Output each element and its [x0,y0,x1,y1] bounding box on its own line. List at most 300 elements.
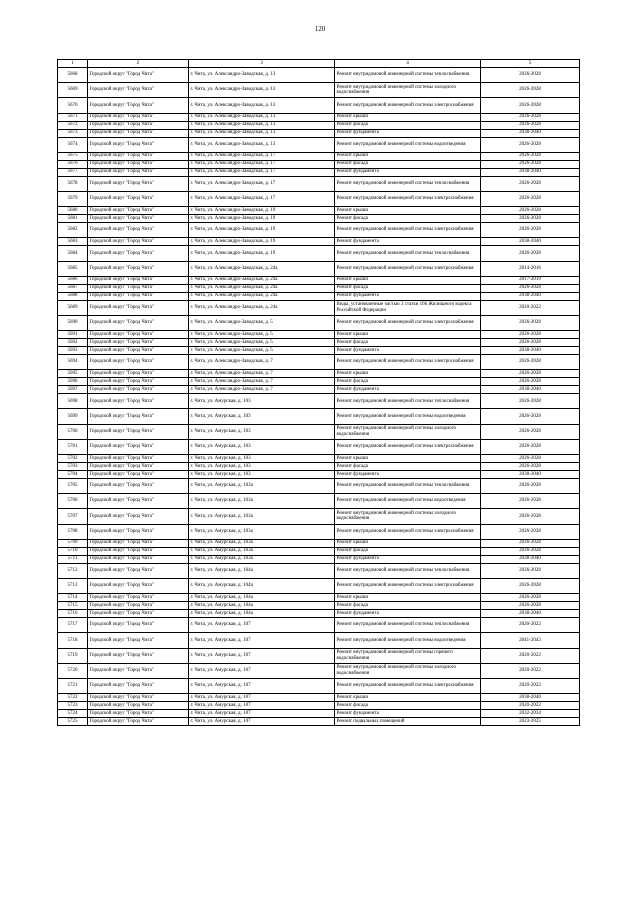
period-cell: 2026-2028 [481,215,580,223]
address-cell: г. Чита, ул. Александро-Заводская, д. 5 [189,315,335,330]
address-cell: г. Чита, ул. Амурская, д. 107 [189,702,335,710]
address-cell: г. Чита, ул. Амурская, д. 103а [189,547,335,555]
address-cell: г. Чита, ул. Амурская, д. 107 [189,663,335,678]
work-type-cell: Ремонт внутридомовой инженерной системы электроснабжения [335,524,481,539]
row-number-cell: 5698 [58,394,88,409]
row-number-cell: 5722 [58,694,88,702]
period-cell: 2020-2022 [481,300,580,315]
work-type-cell: Ремонт внутридомовой инженерной системы холодного водоснабжения [335,509,481,524]
row-number-cell: 5724 [58,710,88,718]
column-header: 2 [88,60,189,68]
work-type-cell: Ремонт внутридомовой инженерной системы теплоснабжения [335,394,481,409]
municipality-cell: Городской округ "Город Чита" [88,160,189,168]
address-cell: г. Чита, ул. Александро-Заводская, д. 17 [189,168,335,176]
work-type-cell: Виды, установленные частью 3 статьи 166 Жилищного кодекса Российской Федерации [335,300,481,315]
period-cell: 2020-2022 [481,648,580,663]
municipality-cell: Городской округ "Город Чита" [88,300,189,315]
work-type-cell: Ремонт внутридомовой инженерной системы электроснабжения [335,315,481,330]
period-cell: 2026-2028 [481,339,580,347]
period-cell: 2014-2016 [481,261,580,276]
table-row [58,176,580,191]
address-cell: г. Чита, ул. Александро-Заводская, д. 13 [189,121,335,129]
row-number-cell: 5692 [58,339,88,347]
table-row [58,223,580,238]
period-cell: 2026-2028 [481,152,580,160]
table-row [58,246,580,261]
address-cell: г. Чита, ул. Амурская, д. 103 [189,463,335,471]
period-cell: 2026-2028 [481,331,580,339]
table-row [58,113,580,121]
table-row [58,555,580,563]
period-cell: 2026-2028 [481,68,580,83]
row-number-cell: 5672 [58,121,88,129]
table-row [58,439,580,454]
table-row [58,152,580,160]
work-type-cell: Ремонт крыши [335,539,481,547]
municipality-cell: Городской округ "Город Чита" [88,347,189,355]
row-number-cell: 5712 [58,563,88,578]
work-type-cell: Ремонт внутридомовой инженерной системы горячего водоснабжения [335,648,481,663]
work-type-cell: Ремонт фундамента [335,610,481,618]
work-type-cell: Ремонт внутридомовой инженерной системы электроснабжения [335,223,481,238]
table-row [58,207,580,215]
address-cell: г. Чита, ул. Амурская, д. 104а [189,594,335,602]
municipality-cell: Городской округ "Город Чита" [88,494,189,509]
work-type-cell: Ремонт внутридомовой инженерной системы водоотведения [335,494,481,509]
address-cell: г. Чита, ул. Амурская, д. 103 [189,409,335,424]
municipality-cell: Городской округ "Город Чита" [88,168,189,176]
address-cell: г. Чита, ул. Амурская, д. 103а [189,524,335,539]
address-cell: г. Чита, ул. Александро-Заводская, д. 24а [189,284,335,292]
work-type-cell: Ремонт внутридомовой инженерной системы теплоснабжения [335,618,481,633]
table-row [58,339,580,347]
period-cell: 2026-2028 [481,424,580,439]
municipality-cell: Городской округ "Город Чита" [88,702,189,710]
row-number-cell: 5668 [58,68,88,83]
work-type-cell: Ремонт фундамента [335,292,481,300]
table-row [58,710,580,718]
column-header: 1 [58,60,88,68]
table-row [58,83,580,98]
table-row [58,702,580,710]
period-cell: 2020-2022 [481,702,580,710]
municipality-cell: Городской округ "Город Чита" [88,284,189,292]
row-number-cell: 5683 [58,238,88,246]
address-cell: г. Чита, ул. Амурская, д. 107 [189,718,335,726]
work-type-cell: Ремонт внутридомовой инженерной системы холодного водоснабжения [335,663,481,678]
row-number-cell: 5678 [58,176,88,191]
column-header: 5 [481,60,580,68]
municipality-cell: Городской округ "Город Чита" [88,555,189,563]
address-cell: г. Чита, ул. Александро-Заводская, д. 13 [189,113,335,121]
work-type-cell: Ремонт фасада [335,378,481,386]
period-cell: 2026-2028 [481,439,580,454]
address-cell: г. Чита, ул. Амурская, д. 103а [189,494,335,509]
address-cell: г. Чита, ул. Амурская, д. 104а [189,563,335,578]
municipality-cell: Городской округ "Город Чита" [88,370,189,378]
column-header: 3 [189,60,335,68]
table-row [58,284,580,292]
address-cell: г. Чита, ул. Александро-Заводская, д. 19 [189,215,335,223]
period-cell: 2026-2028 [481,207,580,215]
table-row [58,129,580,137]
address-cell: г. Чита, ул. Александро-Заводская, д. 7 [189,386,335,394]
period-cell: 2026-2028 [481,539,580,547]
table-row [58,68,580,83]
row-number-cell: 5690 [58,315,88,330]
row-number-cell: 5725 [58,718,88,726]
period-cell: 2023-2025 [481,718,580,726]
row-number-cell: 5673 [58,129,88,137]
row-number-cell: 5721 [58,678,88,693]
row-number-cell: 5669 [58,83,88,98]
work-type-cell: Ремонт фундамента [335,471,481,479]
table-row [58,386,580,394]
period-cell: 2026-2028 [481,524,580,539]
row-number-cell: 5718 [58,633,88,648]
period-cell: 2026-2028 [481,394,580,409]
row-number-cell: 5716 [58,610,88,618]
municipality-cell: Городской округ "Город Чита" [88,121,189,129]
work-type-cell: Ремонт фундамента [335,347,481,355]
municipality-cell: Городской округ "Город Чита" [88,524,189,539]
table-row [58,610,580,618]
period-cell: 2038-2040 [481,386,580,394]
row-number-cell: 5708 [58,524,88,539]
table-row [58,578,580,593]
row-number-cell: 5720 [58,663,88,678]
table-row [58,378,580,386]
work-type-cell: Ремонт крыши [335,152,481,160]
table-row [58,355,580,370]
table-row [58,409,580,424]
municipality-cell: Городской округ "Город Чита" [88,152,189,160]
row-number-cell: 5717 [58,618,88,633]
municipality-cell: Городской округ "Город Чита" [88,176,189,191]
row-number-cell: 5688 [58,292,88,300]
period-cell: 2038-2040 [481,471,580,479]
municipality-cell: Городской округ "Город Чита" [88,710,189,718]
work-type-cell: Ремонт фасада [335,702,481,710]
municipality-cell: Городской округ "Город Чита" [88,261,189,276]
table-row [58,137,580,152]
table-row [58,539,580,547]
period-cell: 2026-2028 [481,602,580,610]
row-number-cell: 5689 [58,300,88,315]
work-type-cell: Ремонт внутридомовой инженерной системы электроснабжения [335,98,481,113]
municipality-cell: Городской округ "Город Чита" [88,191,189,206]
period-cell: 2038-2040 [481,610,580,618]
work-type-cell: Ремонт фундамента [335,386,481,394]
table-row [58,602,580,610]
period-cell: 2026-2028 [481,315,580,330]
municipality-cell: Городской округ "Город Чита" [88,602,189,610]
page-number: 120 [314,25,326,33]
municipality-cell: Городской округ "Город Чита" [88,378,189,386]
period-cell: 2026-2028 [481,455,580,463]
table-row [58,471,580,479]
address-cell: г. Чита, ул. Амурская, д. 107 [189,648,335,663]
address-cell: г. Чита, ул. Амурская, д. 103 [189,394,335,409]
row-number-cell: 5704 [58,471,88,479]
table-row [58,261,580,276]
row-number-cell: 5694 [58,355,88,370]
period-cell: 2026-2028 [481,547,580,555]
address-cell: г. Чита, ул. Александро-Заводская, д. 13 [189,98,335,113]
address-cell: г. Чита, ул. Александро-Заводская, д. 7 [189,378,335,386]
municipality-cell: Городской округ "Город Чита" [88,386,189,394]
row-number-cell: 5686 [58,276,88,284]
address-cell: г. Чита, ул. Александро-Заводская, д. 13 [189,137,335,152]
work-type-cell: Ремонт крыши [335,113,481,121]
row-number-cell: 5696 [58,378,88,386]
work-type-cell: Ремонт крыши [335,455,481,463]
work-type-cell: Ремонт крыши [335,331,481,339]
period-cell: 2020-2022 [481,618,580,633]
table-row [58,694,580,702]
municipality-cell: Городской округ "Город Чита" [88,215,189,223]
period-cell: 2038-2040 [481,694,580,702]
row-number-cell: 5714 [58,594,88,602]
column-number-row [58,60,580,68]
period-cell: 2026-2028 [481,83,580,98]
work-type-cell: Ремонт внутридомовой инженерной системы теплоснабжения [335,246,481,261]
row-number-cell: 5700 [58,424,88,439]
municipality-cell: Городской округ "Город Чита" [88,129,189,137]
row-number-cell: 5701 [58,439,88,454]
table-row [58,509,580,524]
table-row [58,663,580,678]
address-cell: г. Чита, ул. Александро-Заводская, д. 24а [189,300,335,315]
address-cell: г. Чита, ул. Александро-Заводская, д. 5 [189,339,335,347]
work-type-cell: Ремонт внутридомовой инженерной системы электроснабжения [335,261,481,276]
row-number-cell: 5676 [58,160,88,168]
work-type-cell: Ремонт подвальных помещений [335,718,481,726]
address-cell: г. Чита, ул. Амурская, д. 103 [189,471,335,479]
work-type-cell: Ремонт фасада [335,160,481,168]
table-row [58,524,580,539]
table-row [58,121,580,129]
address-cell: г. Чита, ул. Александро-Заводская, д. 17 [189,152,335,160]
table-row [58,678,580,693]
period-cell: 2026-2028 [481,509,580,524]
municipality-cell: Городской округ "Город Чита" [88,339,189,347]
work-type-cell: Ремонт фасада [335,602,481,610]
address-cell: г. Чита, ул. Александро-Заводская, д. 7 [189,370,335,378]
table-row [58,331,580,339]
municipality-cell: Городской округ "Город Чита" [88,315,189,330]
municipality-cell: Городской округ "Город Чита" [88,439,189,454]
municipality-cell: Городской округ "Город Чита" [88,137,189,152]
municipality-cell: Городской округ "Город Чита" [88,648,189,663]
table-row [58,315,580,330]
period-cell: 2026-2028 [481,137,580,152]
address-cell: г. Чита, ул. Амурская, д. 103 [189,439,335,454]
municipality-cell: Городской округ "Город Чита" [88,663,189,678]
row-number-cell: 5699 [58,409,88,424]
municipality-cell: Городской округ "Город Чита" [88,207,189,215]
municipality-cell: Городской округ "Город Чита" [88,223,189,238]
address-cell: г. Чита, ул. Амурская, д. 103 [189,455,335,463]
period-cell: 2026-2028 [481,98,580,113]
row-number-cell: 5671 [58,113,88,121]
row-number-cell: 5723 [58,702,88,710]
municipality-cell: Городской округ "Город Чита" [88,113,189,121]
municipality-cell: Городской округ "Город Чита" [88,292,189,300]
address-cell: г. Чита, ул. Амурская, д. 107 [189,710,335,718]
municipality-cell: Городской округ "Город Чита" [88,394,189,409]
work-type-cell: Ремонт внутридомовой инженерной системы теплоснабжения [335,176,481,191]
work-type-cell: Ремонт внутридомовой инженерной системы водоотведения [335,633,481,648]
work-type-cell: Ремонт фундамента [335,168,481,176]
municipality-cell: Городской округ "Город Чита" [88,83,189,98]
table-row [58,191,580,206]
table-row [58,479,580,494]
row-number-cell: 5674 [58,137,88,152]
address-cell: г. Чита, ул. Александро-Заводская, д. 17 [189,160,335,168]
table-row [58,238,580,246]
period-cell: 2026-2028 [481,370,580,378]
table-row [58,347,580,355]
municipality-cell: Городской округ "Город Чита" [88,618,189,633]
period-cell: 2026-2028 [481,176,580,191]
period-cell: 2026-2028 [481,494,580,509]
period-cell: 2026-2028 [481,594,580,602]
table-row [58,494,580,509]
row-number-cell: 5687 [58,284,88,292]
period-cell: 2020-2022 [481,678,580,693]
table-row [58,424,580,439]
column-header: 4 [335,60,481,68]
row-number-cell: 5713 [58,578,88,593]
row-number-cell: 5707 [58,509,88,524]
address-cell: г. Чита, ул. Амурская, д. 103 [189,424,335,439]
table-row [58,394,580,409]
address-cell: г. Чита, ул. Амурская, д. 104а [189,578,335,593]
work-type-cell: Ремонт внутридомовой инженерной системы водоотведения [335,409,481,424]
work-type-cell: Ремонт внутридомовой инженерной системы электроснабжения [335,578,481,593]
row-number-cell: 5695 [58,370,88,378]
work-type-cell: Ремонт фундамента [335,555,481,563]
table-row [58,633,580,648]
table-row [58,215,580,223]
period-cell: 2026-2028 [481,223,580,238]
period-cell: 2017-2019 [481,276,580,284]
address-cell: г. Чита, ул. Александро-Заводская, д. 24а [189,261,335,276]
period-cell: 2038-2040 [481,555,580,563]
municipality-cell: Городской округ "Город Чита" [88,539,189,547]
row-number-cell: 5677 [58,168,88,176]
period-cell: 2026-2028 [481,160,580,168]
address-cell: г. Чита, ул. Александро-Заводская, д. 5 [189,347,335,355]
period-cell: 2038-2040 [481,168,580,176]
work-type-cell: Ремонт внутридомовой инженерной системы теплоснабжения [335,563,481,578]
row-number-cell: 5693 [58,347,88,355]
table-body [58,68,580,726]
period-cell: 2026-2028 [481,113,580,121]
period-cell: 2026-2028 [481,578,580,593]
row-number-cell: 5682 [58,223,88,238]
table-row [58,594,580,602]
work-type-cell: Ремонт фасада [335,215,481,223]
period-cell: 2026-2028 [481,246,580,261]
address-cell: г. Чита, ул. Александро-Заводская, д. 19 [189,207,335,215]
table-row [58,648,580,663]
work-type-cell: Ремонт фундамента [335,129,481,137]
work-type-cell: Ремонт крыши [335,207,481,215]
municipality-cell: Городской округ "Город Чита" [88,331,189,339]
period-cell: 2026-2028 [481,121,580,129]
address-cell: г. Чита, ул. Александро-Заводская, д. 13 [189,83,335,98]
period-cell: 2041-2043 [481,633,580,648]
municipality-cell: Городской округ "Город Чита" [88,610,189,618]
address-cell: г. Чита, ул. Амурская, д. 107 [189,618,335,633]
table-row [58,718,580,726]
address-cell: г. Чита, ул. Амурская, д. 103а [189,555,335,563]
table-row [58,292,580,300]
row-number-cell: 5715 [58,602,88,610]
period-cell: 2020-2022 [481,663,580,678]
work-type-cell: Ремонт фасада [335,547,481,555]
table-row [58,160,580,168]
work-type-cell: Ремонт внутридомовой инженерной системы теплоснабжения [335,68,481,83]
municipality-cell: Городской округ "Город Чита" [88,563,189,578]
table-row [58,370,580,378]
address-cell: г. Чита, ул. Амурская, д. 107 [189,678,335,693]
row-number-cell: 5705 [58,479,88,494]
work-type-cell: Ремонт фасада [335,339,481,347]
address-cell: г. Чита, ул. Амурская, д. 107 [189,694,335,702]
municipality-cell: Городской округ "Город Чита" [88,547,189,555]
address-cell: г. Чита, ул. Амурская, д. 103а [189,539,335,547]
work-type-cell: Ремонт фасада [335,121,481,129]
period-cell: 2026-2028 [481,563,580,578]
municipality-cell: Городской округ "Город Чита" [88,355,189,370]
row-number-cell: 5680 [58,207,88,215]
municipality-cell: Городской округ "Город Чита" [88,509,189,524]
work-type-cell: Ремонт внутридомовой инженерной системы теплоснабжения [335,479,481,494]
work-type-cell: Ремонт крыши [335,276,481,284]
address-cell: г. Чита, ул. Амурская, д. 103а [189,479,335,494]
address-cell: г. Чита, ул. Александро-Заводская, д. 5 [189,331,335,339]
municipality-cell: Городской округ "Город Чита" [88,68,189,83]
period-cell: 2038-2040 [481,347,580,355]
address-cell: г. Чита, ул. Амурская, д. 104а [189,602,335,610]
work-type-cell: Ремонт внутридомовой инженерной системы электроснабжения [335,678,481,693]
table-row [58,300,580,315]
period-cell: 2026-2028 [481,409,580,424]
period-cell: 2026-2028 [481,378,580,386]
table-row [58,98,580,113]
table-row [58,618,580,633]
period-cell: 2038-2040 [481,238,580,246]
municipality-cell: Городской округ "Город Чита" [88,718,189,726]
address-cell: г. Чита, ул. Амурская, д. 104а [189,610,335,618]
municipality-cell: Городской округ "Город Чита" [88,238,189,246]
address-cell: г. Чита, ул. Александро-Заводская, д. 24а [189,292,335,300]
municipality-cell: Городской округ "Город Чита" [88,578,189,593]
table-row [58,276,580,284]
municipality-cell: Городской округ "Город Чита" [88,471,189,479]
row-number-cell: 5719 [58,648,88,663]
row-number-cell: 5681 [58,215,88,223]
period-cell: 2026-2028 [481,284,580,292]
row-number-cell: 5691 [58,331,88,339]
row-number-cell: 5684 [58,246,88,261]
work-type-cell: Ремонт внутридомовой инженерной системы электроснабжения [335,439,481,454]
address-cell: г. Чита, ул. Александро-Заводская, д. 7 [189,355,335,370]
work-type-cell: Ремонт крыши [335,594,481,602]
